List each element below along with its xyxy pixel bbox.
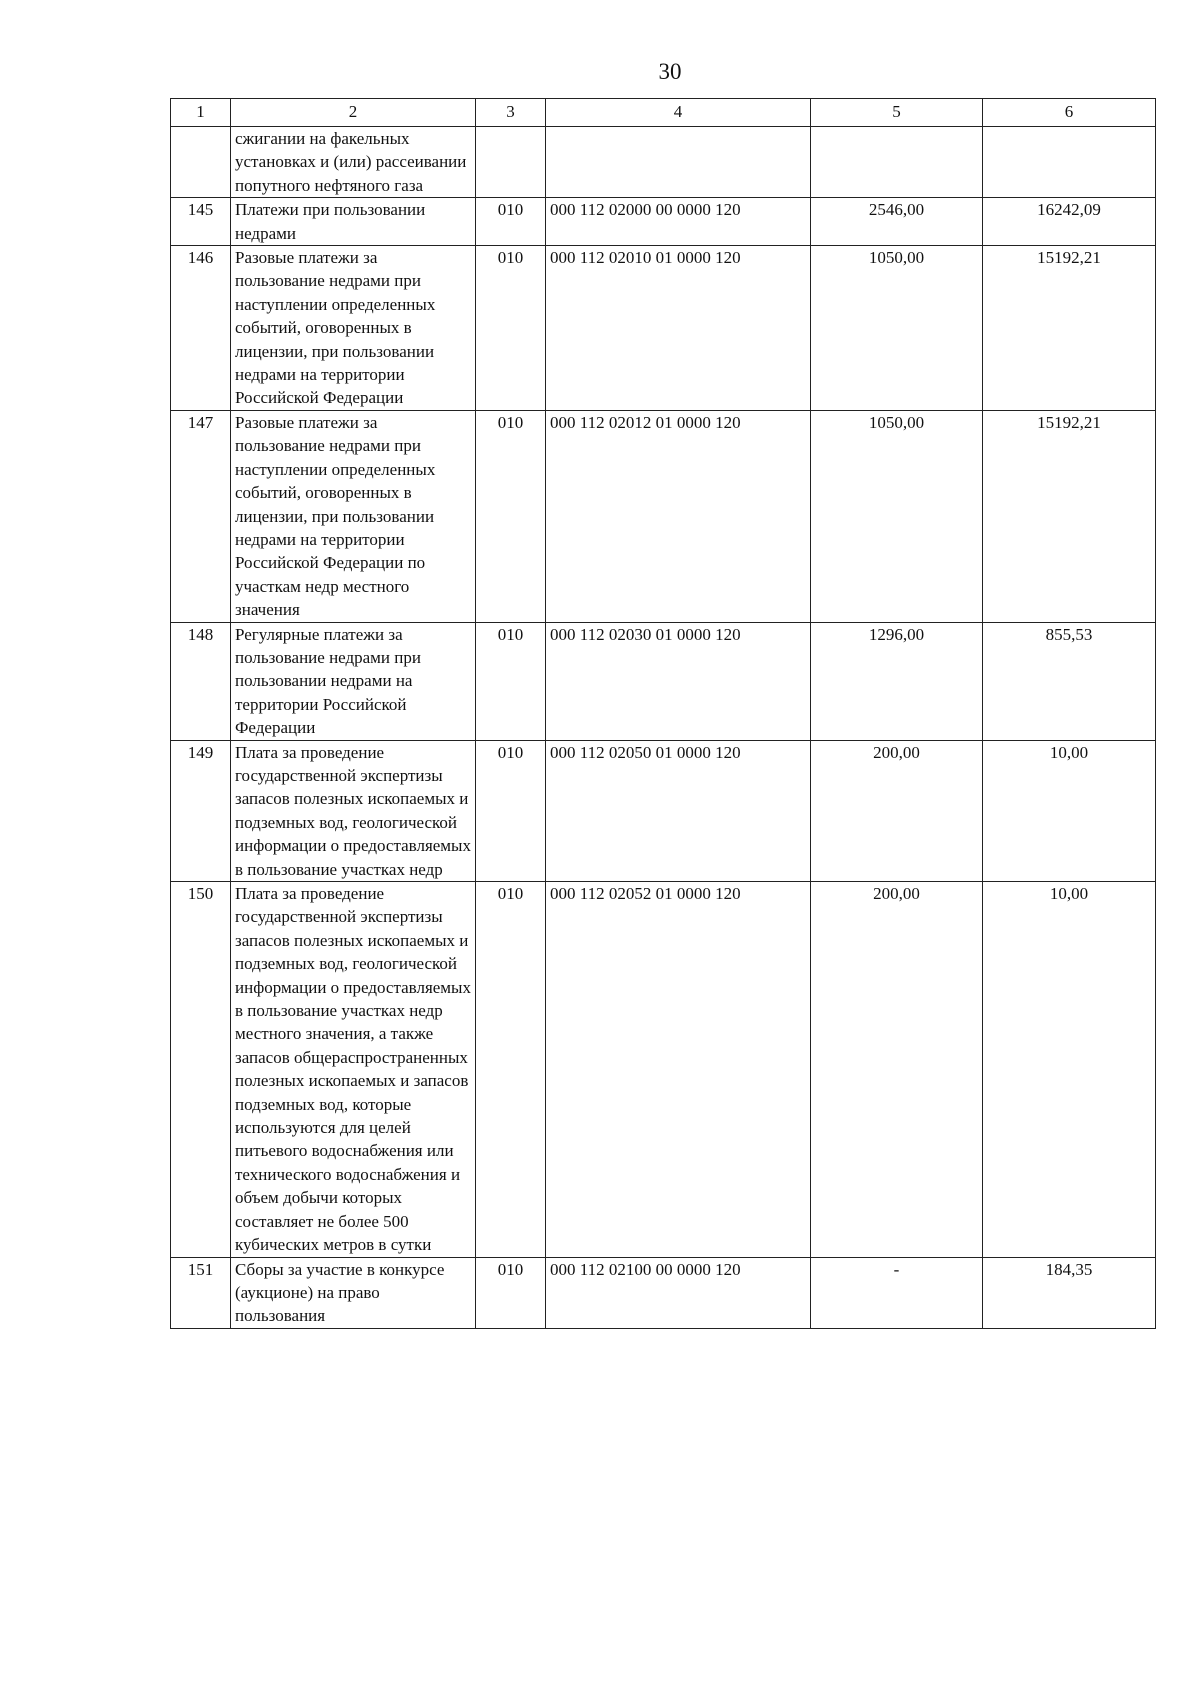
row-value-5: -	[811, 1257, 983, 1328]
row-kbk	[546, 127, 811, 198]
row-name: Разовые платежи за пользование недрами при наступлении определенных событий, оговоренных в лицензии, при пользовании недрами на территории Российской Федерации по участкам недр местного значения	[231, 410, 476, 622]
row-number: 146	[171, 246, 231, 411]
row-kbk: 000 112 02100 00 0000 120	[546, 1257, 811, 1328]
page-number: 30	[658, 59, 682, 84]
header-col-5: 5	[811, 99, 983, 127]
row-number: 145	[171, 198, 231, 246]
row-value-6: 10,00	[983, 740, 1156, 881]
row-kbk: 000 112 02030 01 0000 120	[546, 622, 811, 740]
table-row	[171, 882, 1156, 1258]
table-header	[171, 99, 1156, 127]
row-kbk: 000 112 02000 00 0000 120	[546, 198, 811, 246]
budget-table	[170, 98, 1156, 1329]
row-code: 010	[476, 246, 546, 411]
table-row	[171, 410, 1156, 622]
row-number: 148	[171, 622, 231, 740]
row-name: Разовые платежи за пользование недрами при наступлении определенных событий, оговоренных в лицензии, при пользовании недрами на территории Российской Федерации	[231, 246, 476, 411]
row-value-6	[983, 127, 1156, 198]
row-value-6: 15192,21	[983, 410, 1156, 622]
row-kbk: 000 112 02012 01 0000 120	[546, 410, 811, 622]
row-value-5: 1050,00	[811, 246, 983, 411]
table-row	[171, 198, 1156, 246]
row-kbk: 000 112 02050 01 0000 120	[546, 740, 811, 881]
header-col-4: 4	[546, 99, 811, 127]
row-code: 010	[476, 622, 546, 740]
row-value-5: 1296,00	[811, 622, 983, 740]
header-col-6: 6	[983, 99, 1156, 127]
table-body	[171, 127, 1156, 1329]
row-number: 149	[171, 740, 231, 881]
row-name: Плата за проведение государственной экспертизы запасов полезных ископаемых и подземных вод, геологической информации о предоставляемых в пользование участках недр	[231, 740, 476, 881]
row-code: 010	[476, 410, 546, 622]
row-number	[171, 127, 231, 198]
row-value-5	[811, 127, 983, 198]
row-value-5: 200,00	[811, 740, 983, 881]
header-col-1: 1	[171, 99, 231, 127]
row-code	[476, 127, 546, 198]
row-number: 147	[171, 410, 231, 622]
row-name: Плата за проведение государственной экспертизы запасов полезных ископаемых и подземных вод, геологической информации о предоставляемых в пользование участках недр местного значения, а также запасов общераспространенных полезных ископаемых и запасов подземных вод, которые используются для целей питьевого водоснабжения или технического водоснабжения и объем добычи которых составляет не более 500 кубических метров в сутки	[231, 882, 476, 1258]
row-code: 010	[476, 198, 546, 246]
header-row	[171, 99, 1156, 127]
table-row	[171, 127, 1156, 198]
table-row	[171, 740, 1156, 881]
header-col-3: 3	[476, 99, 546, 127]
table-row	[171, 246, 1156, 411]
row-value-5: 200,00	[811, 882, 983, 1258]
row-kbk: 000 112 02010 01 0000 120	[546, 246, 811, 411]
row-name: Сборы за участие в конкурсе (аукционе) на право пользования	[231, 1257, 476, 1328]
row-number: 150	[171, 882, 231, 1258]
row-value-5: 1050,00	[811, 410, 983, 622]
row-value-6: 16242,09	[983, 198, 1156, 246]
row-value-6: 15192,21	[983, 246, 1156, 411]
table-row	[171, 1257, 1156, 1328]
row-value-6: 184,35	[983, 1257, 1156, 1328]
row-kbk: 000 112 02052 01 0000 120	[546, 882, 811, 1258]
row-value-6: 10,00	[983, 882, 1156, 1258]
row-name: Регулярные платежи за пользование недрами при пользовании недрами на территории Российской Федерации	[231, 622, 476, 740]
row-number: 151	[171, 1257, 231, 1328]
header-col-2: 2	[231, 99, 476, 127]
row-code: 010	[476, 740, 546, 881]
row-value-5: 2546,00	[811, 198, 983, 246]
row-code: 010	[476, 1257, 546, 1328]
row-name: Платежи при пользовании недрами	[231, 198, 476, 246]
table-row	[171, 622, 1156, 740]
row-code: 010	[476, 882, 546, 1258]
row-value-6: 855,53	[983, 622, 1156, 740]
row-name: сжигании на факельных установках и (или) рассеивании попутного нефтяного газа	[231, 127, 476, 198]
